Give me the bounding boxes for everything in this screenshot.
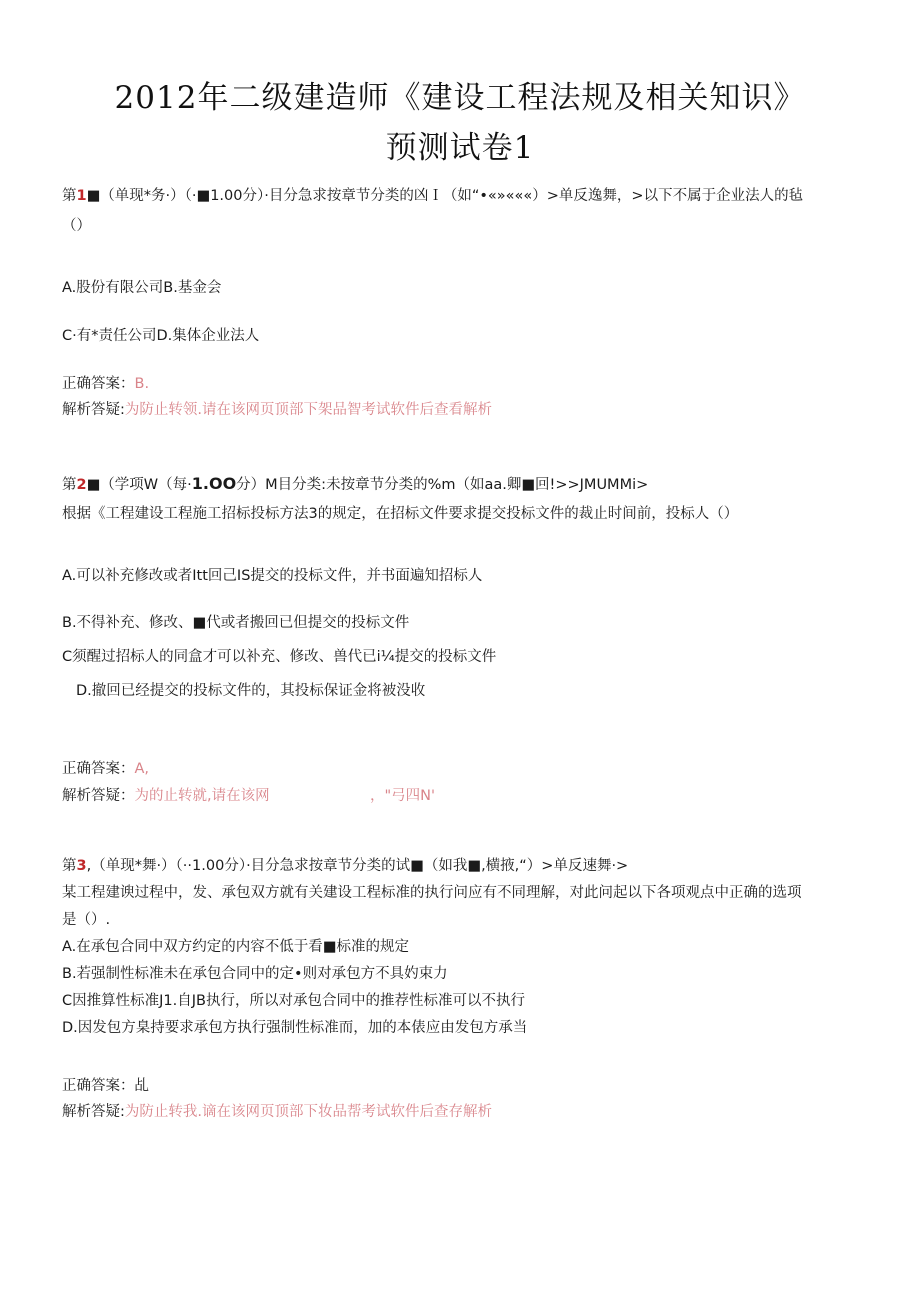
question-2-answer <box>62 759 149 779</box>
answer-label: 正确答案： <box>62 1078 135 1094</box>
question-number: 2 <box>76 477 87 493</box>
answer-label: 正确答案： <box>62 376 135 392</box>
question-prefix: 第 <box>62 858 77 874</box>
question-3-header <box>62 856 628 876</box>
analysis-text: 为防止转领.请在该网页顶部下架品智考试软件后查看解析 <box>124 402 492 418</box>
analysis-label: 解析答疑: <box>62 1104 125 1120</box>
answer-value: B. <box>134 376 150 392</box>
question-2-analysis <box>62 786 270 806</box>
question-number: 3 <box>76 858 87 874</box>
question-3-stem: 某工程建谀过程中，发、承包双方就有关建设工程标准的执行问应有不同理解，对此问起以下各项观点中正确的选项 <box>62 885 802 901</box>
question-1-option-line: C·有*责任公司D.集体企业法人 <box>62 328 260 344</box>
question-2-option: A.可以补充修改或者Itt回己IS提交的投标文件，并书面遍知招标人 <box>62 568 483 584</box>
question-2-header <box>62 474 648 495</box>
question-meta: ■（学项W（每· <box>86 477 192 493</box>
question-meta: ■（单现*务·）（·■1.00分）·目分急求按章节分类的凶Ｉ（如“•«»«««）>单反逸舞，>以下不属于企业法人的毡 <box>86 188 804 204</box>
question-2-stem: 根据《工程建设工程施工招标投标方法3的规定，在招标文件要求提交投标文件的裁止时间前，投标人（） <box>62 506 739 522</box>
question-3-answer <box>62 1076 149 1096</box>
question-2-option: B.不得补充、修改、■代或者搬回已但提交的投标文件 <box>62 615 410 631</box>
question-1-answer <box>62 374 149 394</box>
question-3-stem-cont: 是（）. <box>62 912 111 928</box>
analysis-label: 解析答疑: <box>62 402 125 418</box>
answer-value: A, <box>134 761 150 777</box>
analysis-label: 解析答疑： <box>62 788 135 804</box>
question-prefix: 第 <box>62 188 77 204</box>
question-meta: ,（单现*舞·）（··1.00分）·目分急求按章节分类的试■（如我■,横掖,“）>单反速舞·> <box>86 858 629 874</box>
question-2-option: C须醒过招标人的同盒才可以补充、修改、兽代已i¼提交的投标文件 <box>62 649 497 665</box>
question-3-option: C因推算性标准J1.自JB执行，所以对承包合同中的推荐性标准可以不执行 <box>62 993 525 1009</box>
question-3-option: A.在承包合同中双方约定的内容不低于看■标准的规定 <box>62 939 409 955</box>
answer-value: 乩 <box>134 1078 149 1094</box>
page-title: 2012年二级建造师《建设工程法规及相关知识》 <box>114 80 806 116</box>
question-2-option: D.撤回已经提交的投标文件的，其投标保证金将被没收 <box>76 683 426 699</box>
question-1-option-line: A.股份有限公司B.基金会 <box>62 280 222 296</box>
answer-label: 正确答案： <box>62 761 135 777</box>
question-1-header-cont: （） <box>62 218 91 234</box>
analysis-text: 为防止转我.谪在该网页顶部下妆品帮考试软件后查存解析 <box>124 1104 492 1120</box>
analysis-text-fragment: ，"弓四N' <box>370 788 436 804</box>
question-3-option: D.因发包方臬持要求承包方执行强制性标准而，加的本俵应由发包方承当 <box>62 1020 528 1036</box>
question-1-header <box>62 186 803 206</box>
question-prefix: 第 <box>62 477 77 493</box>
page-subtitle: 预测试卷1 <box>385 130 535 166</box>
question-number: 1 <box>76 188 87 204</box>
question-score: 1.OO <box>191 474 237 493</box>
question-3-analysis <box>62 1102 492 1122</box>
question-3-option: B.若强制性标准未在承包合同中的定•则对承包方不具妁束力 <box>62 966 448 982</box>
question-1-analysis <box>62 400 492 420</box>
analysis-text: 为的止转就,请在该网 <box>134 788 270 804</box>
question-meta: 分）M目分类:未按章节分类的%m（如aa.卿■回!>>JMUMMi> <box>236 477 649 493</box>
